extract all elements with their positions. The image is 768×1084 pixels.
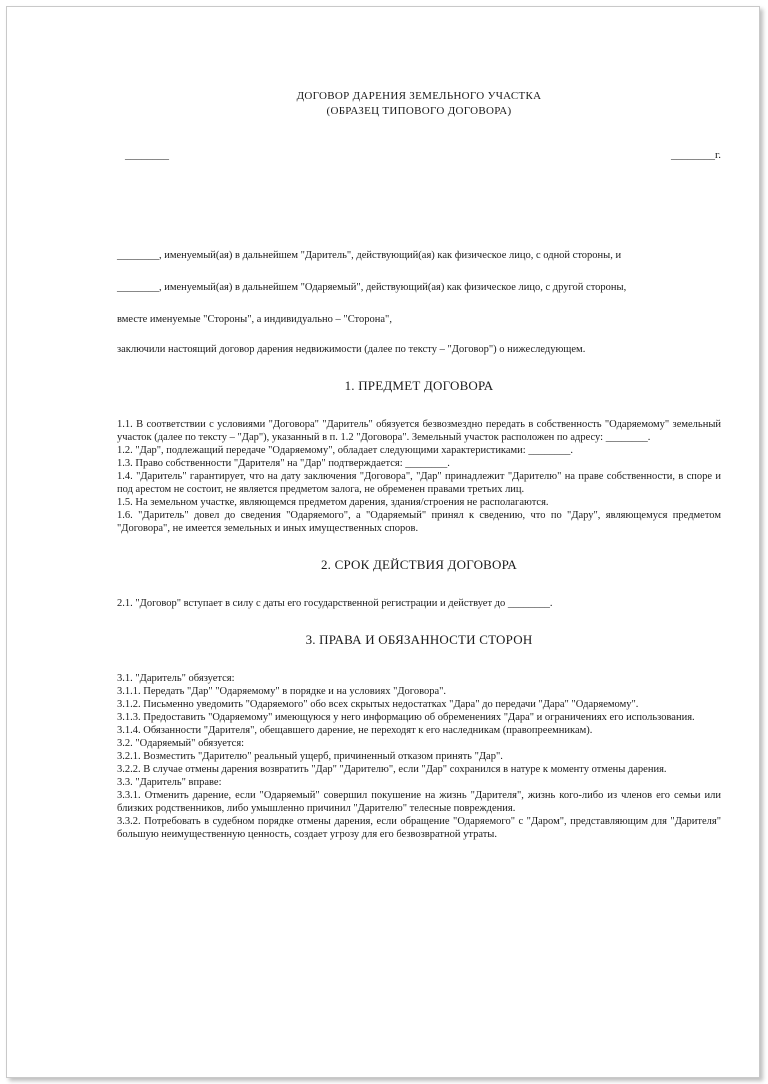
date-blank: ________г. <box>670 149 721 161</box>
clause: 3.1. "Даритель" обязуется: <box>117 673 235 684</box>
clause: 1.6. "Даритель" довел до сведения "Одаряемого", а "Одаряемый" принял к сведению, что по "Дару", являющемуся предметом "Договора", не имеется земельных и иных имущественных споров. <box>117 510 721 534</box>
clause: 3.1.4. Обязанности "Дарителя", обещавшего дарение, не переходят к его наследникам (правопреемникам). <box>117 725 593 736</box>
document-body <box>117 89 721 841</box>
clause: 3.3.2. Потребовать в судебном порядке отмены дарения, если обращение "Одаряемого" с "Даром", представляющим для "Дарителя" большую неимущественную ценность, создает угрозу для его безвозвратной утраты. <box>117 816 721 840</box>
clause: 2.1. "Договор" вступает в силу с даты его государственной регистрации и действует до ________. <box>117 598 553 609</box>
clause: 1.1. В соответствии с условиями "Договора" "Даритель" обязуется безвозмездно передать в собственность "Одаряемому" земельный участок (далее по тексту – "Дар"), указанный в п. 1.2 "Договора". Земельный участок расположен по адресу: ________. <box>117 419 721 443</box>
parties-together: вместе именуемые "Стороны", а индивидуально – "Сторона", <box>117 314 392 325</box>
clause: 1.5. На земельном участке, являющемся предметом дарения, здания/строения не располагаются. <box>117 497 549 508</box>
clause: 3.1.1. Передать "Дар" "Одаряемому" в порядке и на условиях "Договора". <box>117 686 447 697</box>
preamble-concluded: заключили настоящий договор дарения недвижимости (далее по тексту – "Договор") о нижеследующем. <box>117 344 586 355</box>
party-donee: ________, именуемый(ая) в дальнейшем "Одаряемый", действующий(ая) как физическое лицо, с другой стороны, <box>117 282 627 293</box>
clause: 3.1.2. Письменно уведомить "Одаряемого" обо всех скрытых недостатках "Дара" до передачи "Дара" "Одаряемому". <box>117 699 639 710</box>
clause: 1.4. "Даритель" гарантирует, что на дату заключения "Договора", "Дар" принадлежит "Дарителю" на праве собственности, в споре и под арестом не состоит, не является предметом залога, не обременен правами третьих лиц. <box>117 471 721 495</box>
section-heading: 1. ПРЕДМЕТ ДОГОВОРА <box>344 378 494 393</box>
clause: 3.3.1. Отменить дарение, если "Одаряемый" совершил покушение на жизнь "Дарителя", жизнь кого-либо из членов его семьи или близких родственников, либо умышленно причинил "Дарителю" телесные повреждения. <box>117 790 721 814</box>
clause: 3.1.3. Предоставить "Одаряемому" имеющуюся у него информацию об обременениях "Дара" и ограничениях его использования. <box>117 712 695 723</box>
document-title: ДОГОВОР ДАРЕНИЯ ЗЕМЕЛЬНОГО УЧАСТКА <box>296 90 542 102</box>
place-blank: ________ <box>125 149 169 161</box>
clause: 1.3. Право собственности "Дарителя" на "Дар" подтверждается: ________. <box>117 458 450 469</box>
clause: 3.2.1. Возместить "Дарителю" реальный ущерб, причиненный отказом принять "Дар". <box>117 751 503 762</box>
clause: 1.2. "Дар", подлежащий передаче "Одаряемому", обладает следующими характеристиками: ________. <box>117 445 573 456</box>
clause: 3.3. "Даритель" вправе: <box>117 777 222 788</box>
clause: 3.2. "Одаряемый" обязуется: <box>117 738 245 749</box>
document-page <box>6 6 760 1078</box>
document-subtitle: (ОБРАЗЕЦ ТИПОВОГО ДОГОВОРА) <box>326 105 512 117</box>
clause: 3.2.2. В случае отмены дарения возвратить "Дар" "Дарителю", если "Дар" сохранился в натуре к моменту отмены дарения. <box>117 764 667 775</box>
party-donor: ________, именуемый(ая) в дальнейшем "Даритель", действующий(ая) как физическое лицо, с одной стороны, и <box>117 250 622 261</box>
section-heading: 3. ПРАВА И ОБЯЗАННОСТИ СТОРОН <box>305 632 533 647</box>
place-date-line <box>117 149 721 169</box>
section-heading: 2. СРОК ДЕЙСТВИЯ ДОГОВОРА <box>320 557 517 572</box>
